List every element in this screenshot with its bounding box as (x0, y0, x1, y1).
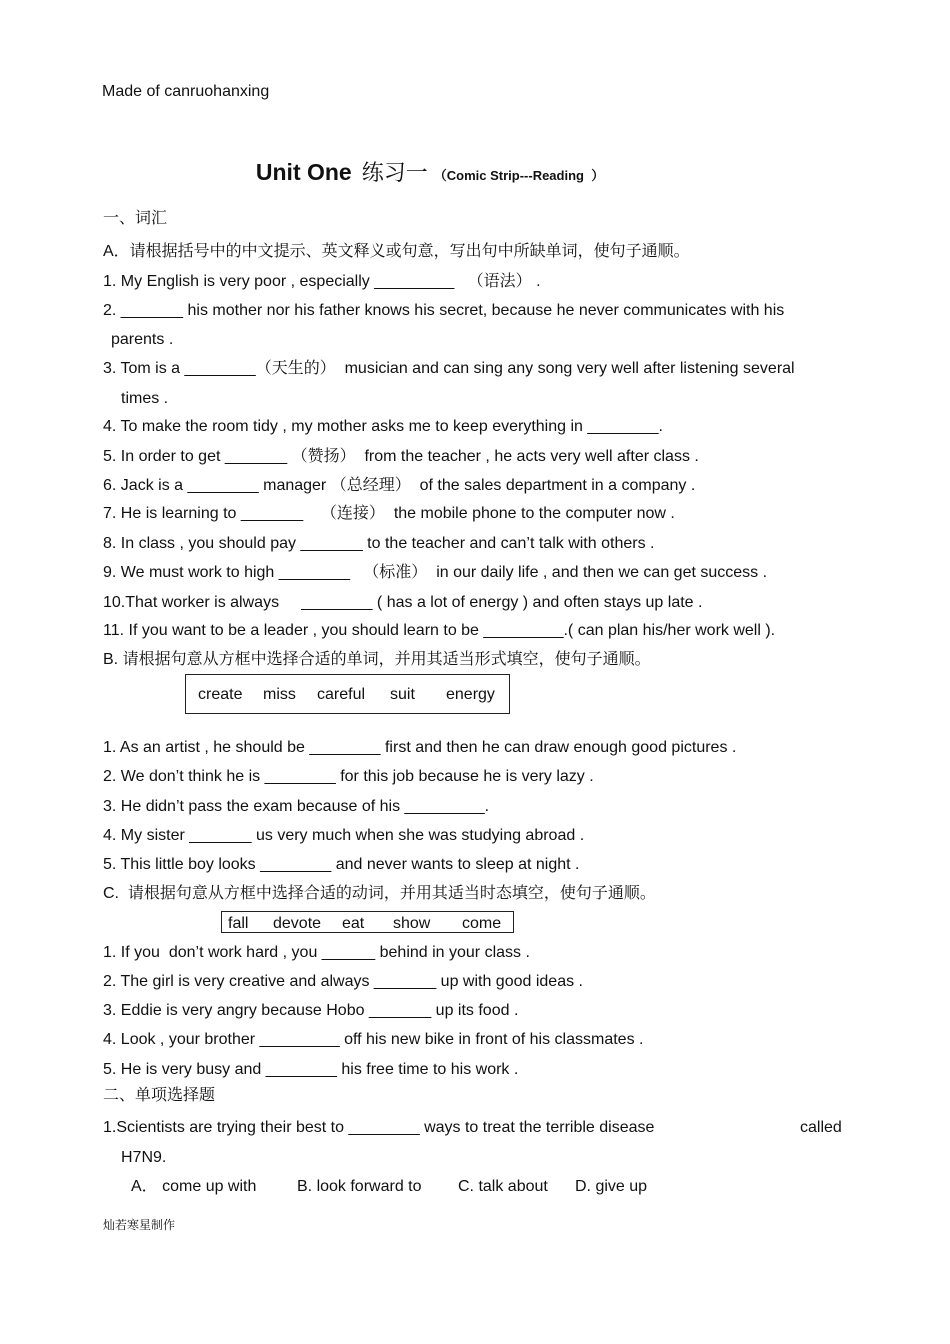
word-box-b-word: energy (446, 686, 495, 703)
partC-item: 2. The girl is very creative and always _______ up with good ideas . (103, 973, 583, 990)
page-title (247, 138, 604, 187)
partA-item: 6. Jack is a ________ manager （总经理） of the sales department in a company . (103, 477, 696, 494)
question-1-text: 1.Scientists are trying their best to ________ ways to treat the terrible disease (103, 1119, 655, 1136)
partB-item: 4. My sister _______ us very much when she was studying abroad . (103, 827, 585, 844)
partA-item: 7. He is learning to _______ （连接） the mobile phone to the computer now . (103, 505, 675, 522)
word-box-c-word: eat (342, 915, 365, 932)
word-box-b-word: miss (263, 686, 296, 703)
title-main: Unit One (255, 159, 352, 185)
section1-heading: 一、词汇 (103, 210, 168, 227)
partA-item: times . (121, 390, 169, 407)
partB-item: 2. We don’t think he is ________ for this job because he is very lazy . (103, 768, 594, 785)
header-text: Made of canruohanxing (102, 83, 270, 100)
section2-heading: 二、单项选择题 (103, 1087, 216, 1104)
partA-item: parents . (111, 331, 174, 348)
partA-item: 5. In order to get _______ （赞扬） from the teacher , he acts very well after class . (103, 448, 699, 465)
option-c: C. talk about (458, 1178, 548, 1195)
partB-item: 1. As an artist , he should be ________ first and then he can draw enough good pictures . (103, 739, 737, 756)
partC-item: 3. Eddie is very angry because Hobo _______ up its food . (103, 1002, 519, 1019)
word-box-c-word: show (393, 915, 431, 932)
word-box-b-word: create (198, 686, 243, 703)
partA-item: 4. To make the room tidy , my mother asks me to keep everything in ________. (103, 418, 663, 435)
partA-item: 2. _______ his mother nor his father knows his secret, because he never communicates with his (103, 302, 785, 319)
question-1-text-cont: H7N9. (121, 1149, 167, 1166)
partC-item: 5. He is very busy and ________ his free time to his work . (103, 1061, 519, 1078)
partA-item: 11. If you want to be a leader , you should learn to be _________.( can plan his/her work well ). (103, 622, 776, 639)
footer-text: 灿若寒星制作 (103, 1218, 176, 1232)
partA-item: 9. We must work to high ________ （标准） in our daily life , and then we can get success . (103, 564, 768, 581)
option-b: B. look forward to (297, 1178, 422, 1195)
partC-item: 1. If you don’t work hard , you ______ behind in your class . (103, 944, 530, 961)
option-a: A． come up with (131, 1178, 257, 1195)
partA-item: 10.That worker is always ________ ( has a lot of energy ) and often stays up late . (103, 594, 703, 611)
partB-item: 3. He didn’t pass the exam because of his _________. (103, 798, 490, 815)
partA-item: 8. In class , you should pay _______ to the teacher and can’t talk with others . (103, 535, 655, 552)
partA-instruction: A．请根据括号中的中文提示、英文释义或句意，写出句中所缺单词，使句子通顺。 (103, 243, 690, 260)
word-box-b-word: suit (390, 686, 415, 703)
partB-instruction: B. 请根据句意从方框中选择合适的单词，并用其适当形式填空，使句子通顺。 (103, 651, 651, 668)
partA-item: 3. Tom is a ________（天生的） musician and can sing any song very well after listening several (103, 360, 795, 377)
word-box-b-word: careful (317, 686, 366, 703)
partC-instruction: C. 请根据句意从方框中选择合适的动词，并用其适当时态填空，使句子通顺。 (103, 885, 656, 902)
option-d: D. give up (575, 1178, 648, 1195)
word-box-c-word: fall (228, 915, 249, 932)
partB-item: 5. This little boy looks ________ and never wants to sleep at night . (103, 856, 580, 873)
question-1-called: called (800, 1119, 842, 1136)
partC-item: 4. Look , your brother _________ off his new bike in front of his classmates . (103, 1031, 644, 1048)
word-box-c-word: come (462, 915, 502, 932)
partA-item: 1. My English is very poor , especially _________ （语法） . (103, 273, 541, 290)
title-cn: 练习一 (361, 160, 428, 185)
word-box-c-word: devote (273, 915, 322, 932)
title-sub: （Comic Strip---Reading ） (433, 168, 605, 183)
